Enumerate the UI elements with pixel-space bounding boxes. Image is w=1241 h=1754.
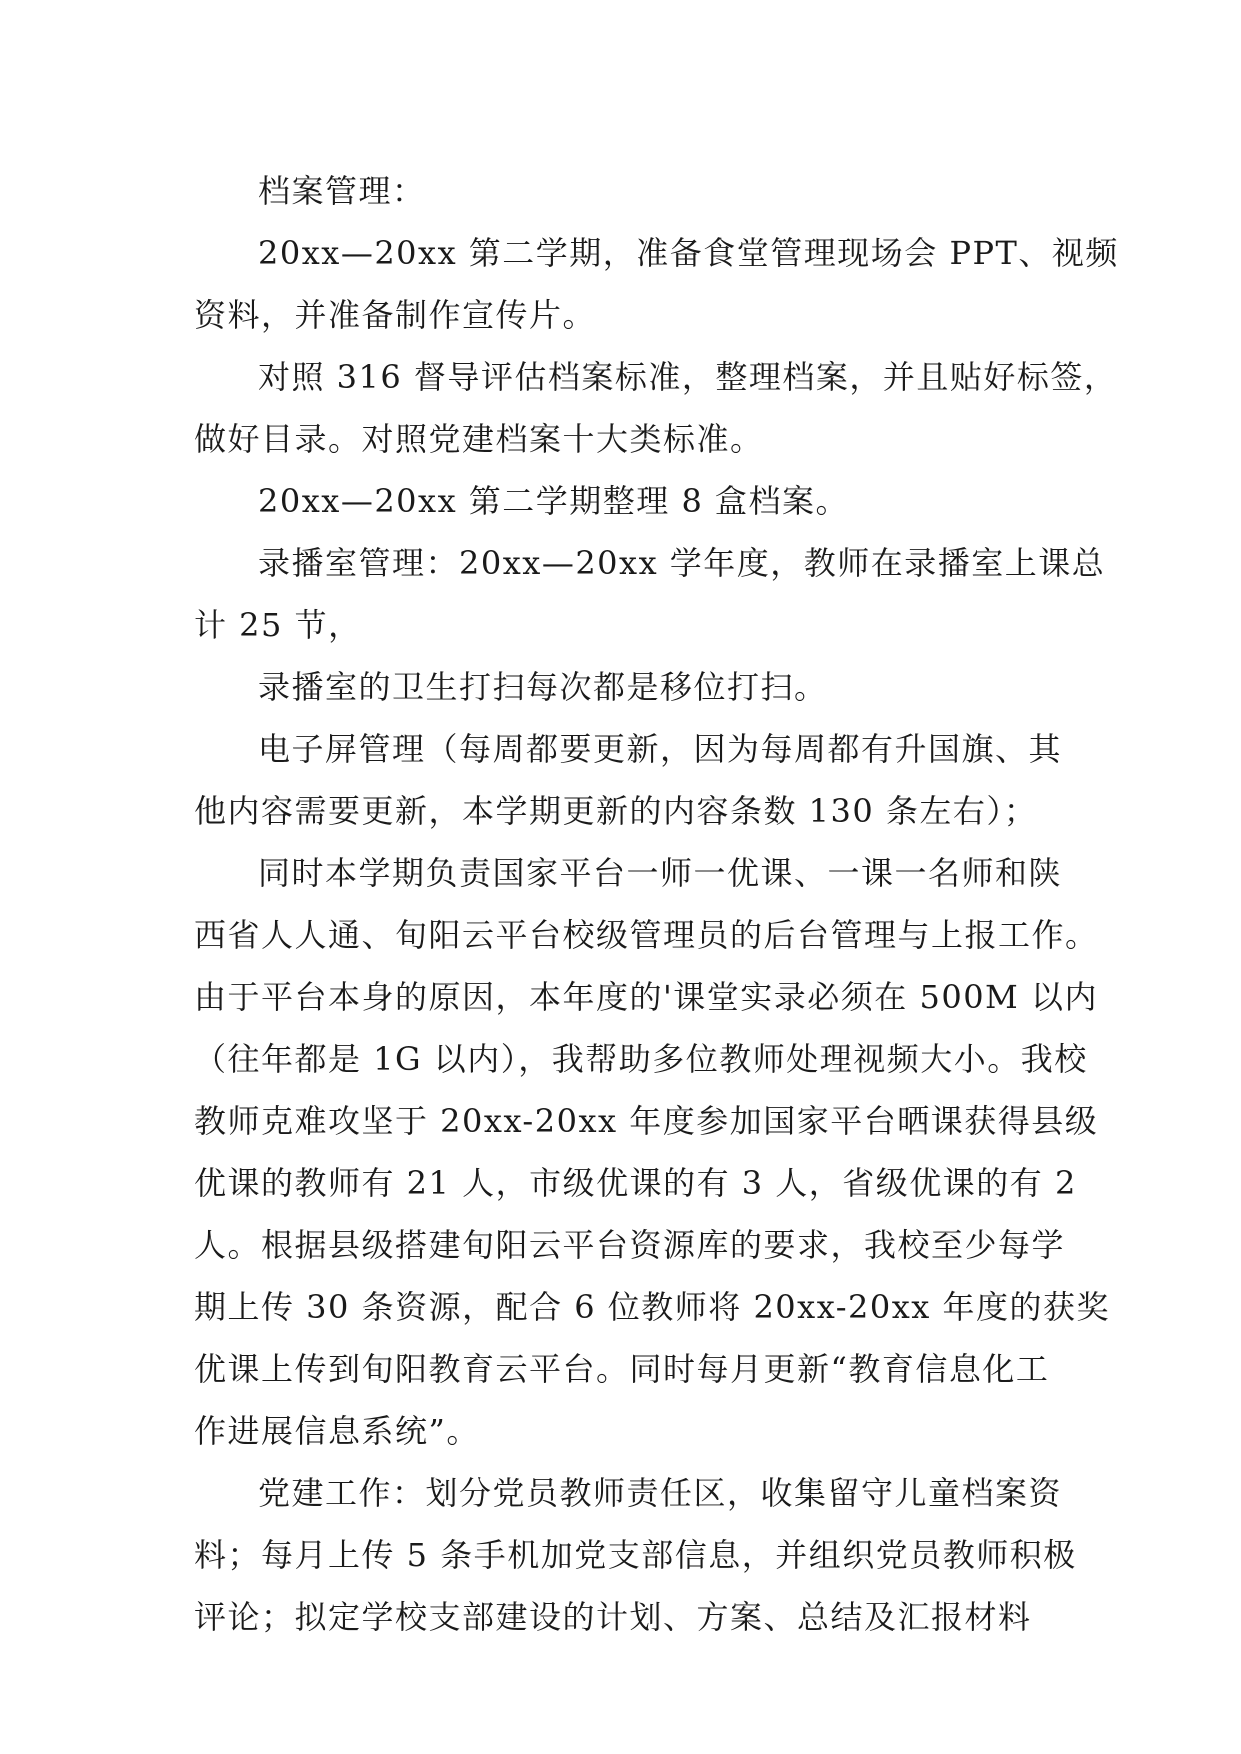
text-line: 做好目录。对照党建档案十大类标准。 <box>194 420 764 458</box>
text-line: 期上传 30 条资源，配合 6 位教师将 20xx-20xx 年度的获奖 <box>194 1288 1110 1326</box>
text-line: 电子屏管理（每周都要更新，因为每周都有升国旗、其 <box>258 730 1063 768</box>
text-line: 对照 316 督导评估档案标准，整理档案，并且贴好标签， <box>258 358 1118 396</box>
document-body <box>194 160 1119 1648</box>
text-line: 党建工作：划分党员教师责任区，收集留守儿童档案资 <box>258 1474 1063 1512</box>
text-line: 计 25 节， <box>194 606 362 644</box>
text-line: 同时本学期负责国家平台一师一优课、一课一名师和陕 <box>258 854 1063 892</box>
text-line: 资料，并准备制作宣传片。 <box>194 296 597 334</box>
text-line: 料；每月上传 5 条手机加党支部信息，并组织党员教师积极 <box>194 1536 1077 1574</box>
text-line: 评论；拟定学校支部建设的计划、方案、总结及汇报材料 <box>194 1598 1032 1636</box>
text-line: 录播室管理：20xx—20xx 学年度，教师在录播室上课总 <box>258 544 1106 582</box>
text-line: 西省人人通、旬阳云平台校级管理员的后台管理与上报工作。 <box>194 916 1099 954</box>
text-line: 教师克难攻坚于 20xx-20xx 年度参加国家平台晒课获得县级 <box>194 1102 1099 1140</box>
text-line: 20xx—20xx 第二学期，准备食堂管理现场会 PPT、视频 <box>258 234 1119 272</box>
text-line: 优课的教师有 21 人，市级优课的有 3 人，省级优课的有 2 <box>194 1164 1077 1202</box>
text-line: 档案管理： <box>258 172 426 210</box>
text-line: 由于平台本身的原因，本年度的'课堂实录必须在 500M 以内 <box>194 978 1098 1016</box>
text-line: 录播室的卫生打扫每次都是移位打扫。 <box>258 668 828 706</box>
text-line: 他内容需要更新，本学期更新的内容条数 130 条左右）； <box>194 792 1038 830</box>
text-line: （往年都是 1G 以内），我帮助多位教师处理视频大小。我校 <box>194 1040 1088 1078</box>
text-line: 20xx—20xx 第二学期整理 8 盒档案。 <box>258 482 850 520</box>
text-line: 优课上传到旬阳教育云平台。同时每月更新“教育信息化工 <box>194 1350 1050 1388</box>
text-line: 人。根据县级搭建旬阳云平台资源库的要求，我校至少每学 <box>194 1226 1066 1264</box>
text-line: 作进展信息系统”。 <box>194 1412 480 1450</box>
